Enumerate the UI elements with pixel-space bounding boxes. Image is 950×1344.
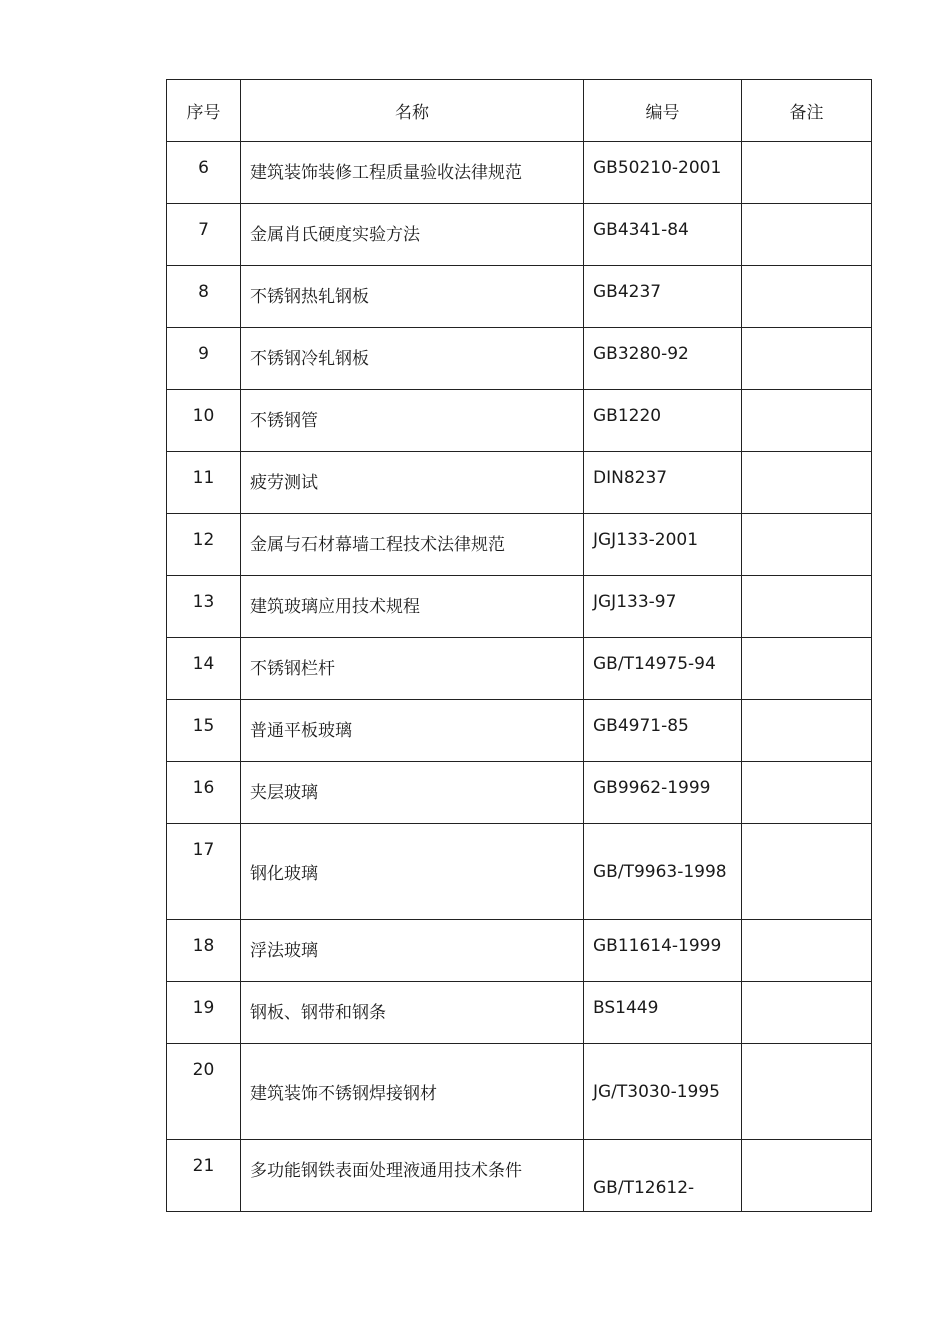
row-no: 16 [167,762,241,824]
row-name: 不锈钢冷轧钢板 [241,328,584,390]
row-name: 金属与石材幕墙工程技术法律规范 [241,514,584,576]
row-no: 13 [167,576,241,638]
row-no: 10 [167,390,241,452]
table-row [167,204,872,266]
row-name: 不锈钢栏杆 [241,638,584,700]
row-code: JG/T3030-1995 [584,1044,742,1140]
table-row [167,762,872,824]
row-no: 21 [167,1140,241,1212]
table-header-row [167,80,872,142]
row-code: GB4971-85 [584,700,742,762]
row-no: 12 [167,514,241,576]
row-name: 金属肖氏硬度实验方法 [241,204,584,266]
row-no: 9 [167,328,241,390]
row-no: 17 [167,824,241,920]
row-note [742,204,872,266]
row-code: DIN8237 [584,452,742,514]
row-note [742,1140,872,1212]
row-no: 6 [167,142,241,204]
row-note [742,920,872,982]
table-row [167,576,872,638]
table-row [167,700,872,762]
row-name: 建筑玻璃应用技术规程 [241,576,584,638]
row-note [742,1044,872,1140]
row-code: JGJ133-2001 [584,514,742,576]
row-name: 建筑装饰装修工程质量验收法律规范 [241,142,584,204]
table-row [167,266,872,328]
row-note [742,638,872,700]
table-row [167,982,872,1044]
row-note [742,700,872,762]
row-name: 钢化玻璃 [241,824,584,920]
header-name: 名称 [241,80,584,142]
row-note [742,982,872,1044]
header-code: 编号 [584,80,742,142]
row-name: 不锈钢管 [241,390,584,452]
table-row [167,920,872,982]
row-name: 钢板、钢带和钢条 [241,982,584,1044]
standards-table [166,79,872,1212]
row-no: 20 [167,1044,241,1140]
row-code: GB1220 [584,390,742,452]
row-name: 建筑装饰不锈钢焊接钢材 [241,1044,584,1140]
table-row [167,328,872,390]
table-row [167,142,872,204]
row-no: 15 [167,700,241,762]
row-name: 疲劳测试 [241,452,584,514]
row-no: 7 [167,204,241,266]
row-code: GB/T12612- [584,1140,742,1212]
table-row [167,1140,872,1212]
row-code: GB3280-92 [584,328,742,390]
table-row [167,514,872,576]
row-no: 14 [167,638,241,700]
row-note [742,576,872,638]
row-name: 普通平板玻璃 [241,700,584,762]
row-note [742,328,872,390]
row-code: GB4237 [584,266,742,328]
row-code: GB11614-1999 [584,920,742,982]
row-name: 浮法玻璃 [241,920,584,982]
row-no: 19 [167,982,241,1044]
row-code: GB9962-1999 [584,762,742,824]
table-row [167,638,872,700]
table-row [167,390,872,452]
table-row [167,452,872,514]
row-code: BS1449 [584,982,742,1044]
header-no: 序号 [167,80,241,142]
row-code: JGJ133-97 [584,576,742,638]
row-no: 18 [167,920,241,982]
table-row [167,824,872,920]
row-no: 8 [167,266,241,328]
row-note [742,390,872,452]
table-row [167,1044,872,1140]
row-name: 多功能钢铁表面处理液通用技术条件 [241,1140,584,1212]
row-code: GB4341-84 [584,204,742,266]
row-note [742,514,872,576]
row-code: GB/T9963-1998 [584,824,742,920]
row-note [742,266,872,328]
row-no: 11 [167,452,241,514]
row-note [742,142,872,204]
row-note [742,762,872,824]
row-code: GB50210-2001 [584,142,742,204]
row-name: 不锈钢热轧钢板 [241,266,584,328]
row-name: 夹层玻璃 [241,762,584,824]
header-note: 备注 [742,80,872,142]
row-note [742,452,872,514]
row-code: GB/T14975-94 [584,638,742,700]
row-note [742,824,872,920]
